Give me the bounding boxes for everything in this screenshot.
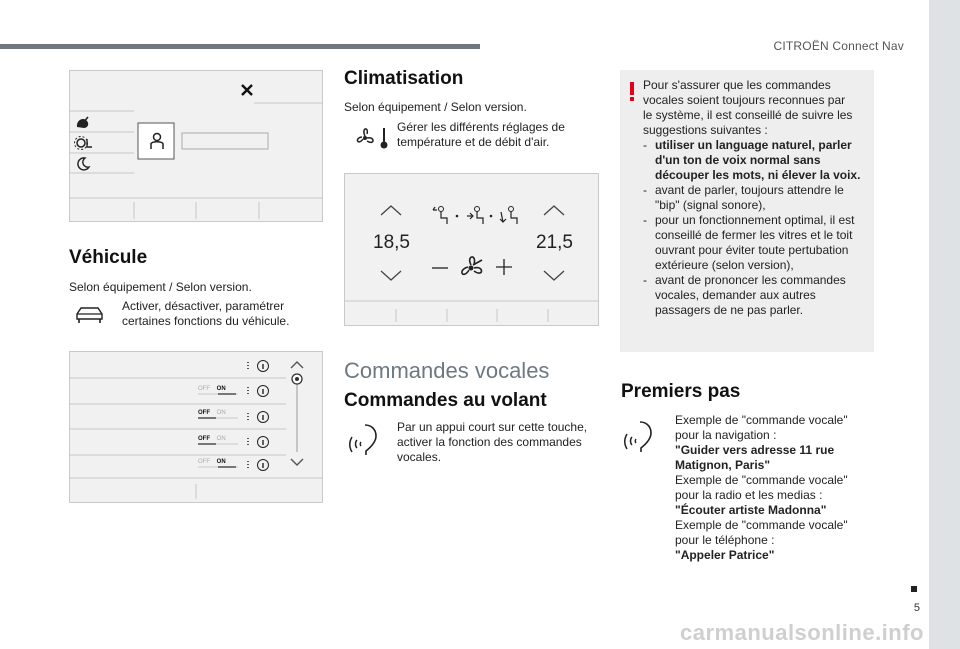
temp-right-down-icon[interactable] bbox=[542, 268, 566, 282]
note-tip-line: découper les mots, ni élever la voix. bbox=[655, 168, 861, 182]
toggle-off-label: OFF bbox=[198, 410, 210, 416]
watermark: carmanualsonline.info bbox=[680, 620, 924, 645]
example-line: pour la navigation : bbox=[675, 428, 777, 442]
page-number: 5 bbox=[913, 602, 920, 614]
toggle-off-label: OFF bbox=[198, 459, 210, 465]
climate-intro: Selon équipement / Selon version. bbox=[344, 100, 527, 114]
steering-controls-title: Commandes au volant bbox=[344, 390, 547, 411]
paint-palette-icon[interactable] bbox=[74, 115, 92, 131]
note-tip-item bbox=[643, 138, 868, 183]
tips-note-text bbox=[643, 78, 868, 318]
steering-desc-line-3: vocales. bbox=[397, 450, 442, 464]
note-tip-line: extérieure (selon version), bbox=[655, 258, 794, 272]
header-rule bbox=[0, 44, 480, 49]
close-icon[interactable] bbox=[240, 83, 254, 97]
note-tip-line: "bip" (signal sonore), bbox=[655, 198, 766, 212]
voice-command-icon bbox=[349, 422, 383, 458]
temp-left-up-icon[interactable] bbox=[379, 204, 403, 218]
climate-desc-line-2: température et de débit d'air. bbox=[397, 135, 550, 149]
note-tip-line: conseillé de fermer les vitres et le toit bbox=[655, 228, 853, 242]
car-icon bbox=[74, 303, 106, 325]
example-line: pour la radio et les medias : bbox=[675, 488, 823, 502]
note-tip-line: utiliser un language naturel, parler bbox=[655, 138, 852, 152]
note-tip-item bbox=[643, 183, 868, 213]
note-tip-line: vocales, demander aux autres bbox=[655, 288, 816, 302]
toggle-off-label: OFF bbox=[198, 436, 210, 442]
first-steps-title: Premiers pas bbox=[621, 381, 741, 402]
fan-temperature-icon bbox=[352, 124, 392, 152]
warning-exclamation-icon bbox=[628, 82, 636, 102]
vehicle-intro: Selon équipement / Selon version. bbox=[69, 280, 252, 294]
example-command: "Écouter artiste Madonna" bbox=[675, 503, 827, 517]
row-4-info-icon[interactable] bbox=[246, 435, 272, 449]
air-distribution-icon[interactable] bbox=[429, 204, 521, 226]
temp-left-down-icon[interactable] bbox=[379, 268, 403, 282]
note-tip-item bbox=[643, 213, 868, 273]
note-tips-list bbox=[643, 138, 868, 318]
note-tip-line: pour un fonctionnement optimal, il est bbox=[655, 213, 855, 227]
toggle-on-label: ON bbox=[216, 386, 226, 392]
toggle-switch[interactable] bbox=[198, 410, 238, 419]
driver-profile-icon[interactable] bbox=[149, 132, 165, 150]
vehicle-functions-screen-drawing bbox=[70, 352, 322, 502]
temperature-left: 18,5 bbox=[373, 232, 410, 253]
toggle-switch[interactable] bbox=[198, 459, 238, 468]
note-tip-dash: - bbox=[643, 213, 647, 227]
steering-desc-line-1: Par un appui court sur cette touche, bbox=[397, 420, 588, 434]
note-tip-line: passagers de ne pas parler. bbox=[655, 303, 804, 317]
note-tip-line: avant de parler, toujours attendre le bbox=[655, 183, 844, 197]
vehicle-functions-screen bbox=[69, 351, 323, 503]
gear-settings-icon[interactable] bbox=[74, 135, 94, 151]
page-side-tab bbox=[929, 0, 960, 649]
fan-plus-icon[interactable] bbox=[494, 257, 514, 277]
example-line: pour le téléphone : bbox=[675, 533, 775, 547]
toggle-on-label: ON bbox=[216, 436, 226, 442]
vehicle-section-title: Véhicule bbox=[69, 247, 148, 268]
page-marker bbox=[911, 586, 917, 592]
fan-speed-icon[interactable] bbox=[457, 254, 485, 282]
row-5-info-icon[interactable] bbox=[246, 458, 272, 472]
climate-screen bbox=[344, 173, 599, 326]
tips-note-box bbox=[620, 70, 874, 352]
first-steps-examples bbox=[675, 413, 875, 563]
vehicle-menu-screen-drawing bbox=[70, 71, 322, 221]
climate-desc-line-1: Gérer les différents réglages de bbox=[397, 120, 565, 134]
row-2-info-icon[interactable] bbox=[246, 384, 272, 398]
note-tip-item bbox=[643, 273, 868, 318]
note-tip-dash: - bbox=[643, 273, 647, 287]
note-tip-line: ouvrant pour éviter toute pertubation bbox=[655, 243, 849, 257]
note-tip-dash: - bbox=[643, 183, 647, 197]
example-line: Exemple de "commande vocale" bbox=[675, 413, 848, 427]
note-intro-line: Pour s'assurer que les commandes bbox=[643, 78, 831, 92]
note-tip-dash: - bbox=[643, 138, 647, 152]
vehicle-menu-screen bbox=[69, 70, 323, 222]
temperature-right: 21,5 bbox=[536, 232, 573, 253]
toggle-switch[interactable] bbox=[198, 386, 238, 395]
toggle-on-label: ON bbox=[216, 410, 226, 416]
note-tip-line: avant de prononcer les commandes bbox=[655, 273, 846, 287]
example-line: Exemple de "commande vocale" bbox=[675, 473, 848, 487]
night-mode-icon[interactable] bbox=[75, 156, 91, 172]
page-header-title: CITROËN Connect Nav bbox=[773, 39, 904, 53]
temp-right-up-icon[interactable] bbox=[542, 204, 566, 218]
vehicle-desc-line-2: certaines fonctions du véhicule. bbox=[122, 314, 290, 328]
voice-command-icon bbox=[624, 419, 658, 455]
toggle-switch[interactable] bbox=[198, 436, 238, 445]
example-command: Matignon, Paris" bbox=[675, 458, 771, 472]
example-command: "Guider vers adresse 11 rue bbox=[675, 443, 835, 457]
climate-section-title: Climatisation bbox=[344, 68, 464, 89]
voice-section-title: Commandes vocales bbox=[344, 358, 550, 383]
note-tip-line: d'un ton de voix normal sans bbox=[655, 153, 821, 167]
toggle-on-label: ON bbox=[216, 459, 226, 465]
steering-desc-line-2: activer la fonction des commandes bbox=[397, 435, 582, 449]
note-intro-line: suggestions suivantes : bbox=[643, 123, 768, 137]
row-3-info-icon[interactable] bbox=[246, 410, 272, 424]
example-command: "Appeler Patrice" bbox=[675, 548, 775, 562]
vehicle-desc-line-1: Activer, désactiver, paramétrer bbox=[122, 299, 285, 313]
note-intro-line: vocales soient toujours reconnues par bbox=[643, 93, 846, 107]
example-line: Exemple de "commande vocale" bbox=[675, 518, 848, 532]
row-1-info-icon[interactable] bbox=[246, 359, 272, 373]
toggle-off-label: OFF bbox=[198, 386, 210, 392]
note-intro-line: le système, il est conseillé de suivre les bbox=[643, 108, 853, 122]
